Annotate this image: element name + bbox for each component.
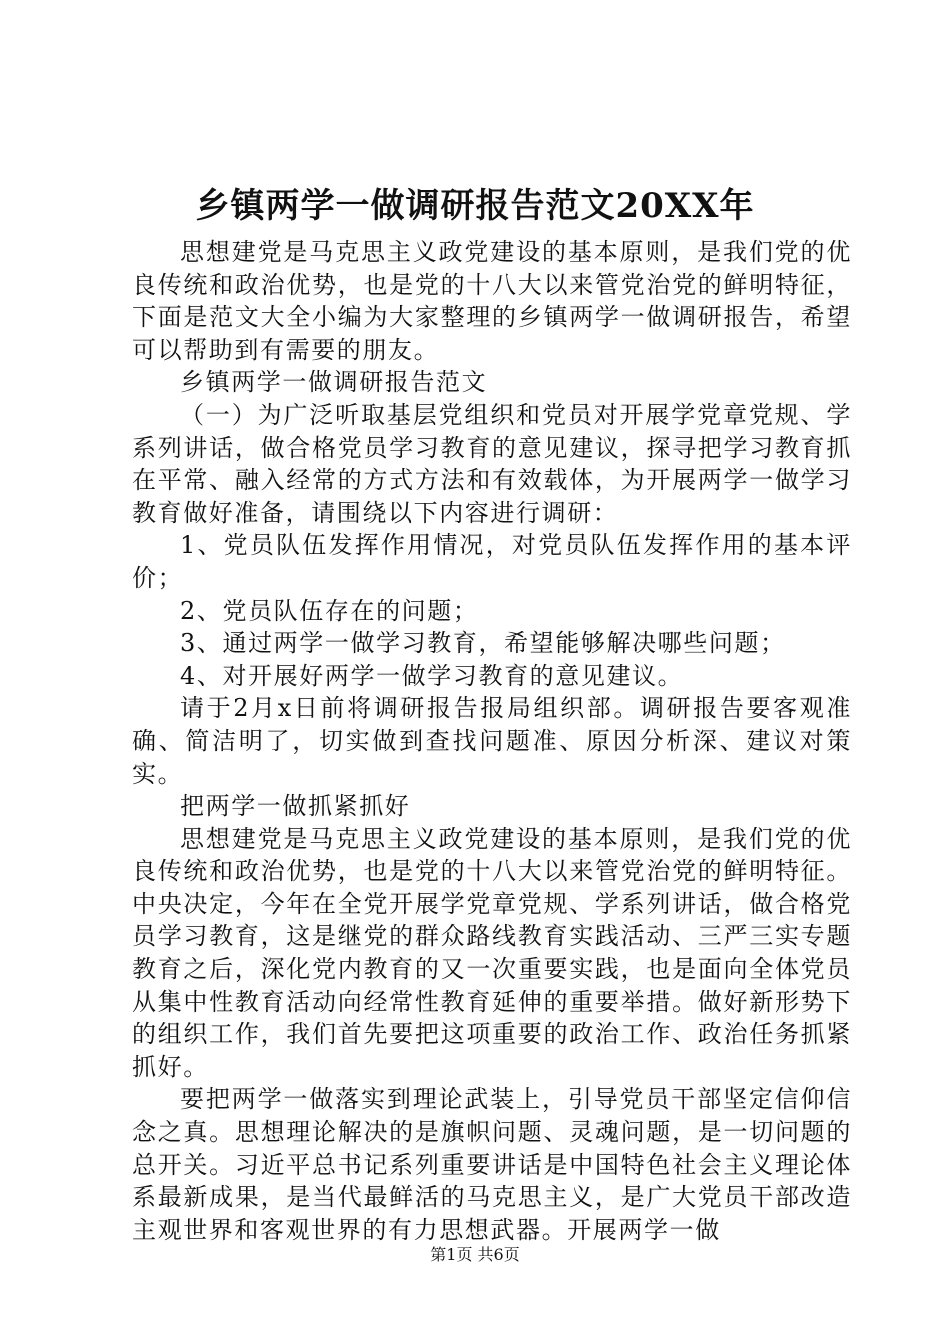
paragraph-deadline: 请于2月x日前将调研报告报局组织部。调研报告要客观准确、简洁明了，切实做到查找问题准、原因分析深、建议对策实。 — [132, 694, 852, 788]
paragraph-intro: 思想建党是马克思主义政党建设的基本原则，是我们党的优良传统和政治优势，也是党的十八大以来管党治党的鲜明特征，下面是范文大全小编为大家整理的乡镇两学一做调研报告，希望可以帮助到有需要的朋友。 — [132, 238, 852, 364]
paragraph-section-one: （一）为广泛听取基层党组织和党员对开展学党章党规、学系列讲话，做合格党员学习教育的意见建议，探寻把学习教育抓在平常、融入经常的方式方法和有效载体，为开展两学一做学习教育做好准备，请围绕以下内容进行调研： — [132, 400, 852, 527]
document-body — [132, 236, 852, 1246]
paragraph-item-4: 4、对开展好两学一做学习教育的意见建议。 — [180, 661, 684, 690]
paragraph-item-2: 2、党员队伍存在的问题； — [180, 596, 479, 625]
paragraph-item-3: 3、通过两学一做学习教育，希望能够解决哪些问题； — [180, 629, 786, 658]
paragraph-heading-grasp: 把两学一做抓紧抓好 — [180, 792, 411, 821]
document-title: 乡镇两学一做调研报告范文20XX年 — [195, 186, 755, 226]
paragraph-item-1: 1、党员队伍发挥作用情况，对党员队伍发挥作用的基本评价； — [132, 531, 852, 592]
paragraph-theory: 要把两学一做落实到理论武装上，引导党员干部坚定信仰信念之真。思想理论解决的是旗帜问题、灵魂问题，是一切问题的总开关。习近平总书记系列重要讲话是中国特色社会主义理论体系最新成果，是当代最鲜活的马克思主义，是广大党员干部改造主观世界和客观世界的有力思想武器。开展两学一做 — [132, 1085, 852, 1244]
paragraph-background: 思想建党是马克思主义政党建设的基本原则，是我们党的优良传统和政治优势，也是党的十八大以来管党治党的鲜明特征。中央决定，今年在全党开展学党章党规、学系列讲话，做合格党员学习教育，这是继党的群众路线教育实践活动、三严三实专题教育之后，深化党内教育的又一次重要实践，也是面向全体党员从集中性教育活动向经常性教育延伸的重要举措。做好新形势下的组织工作，我们首先要把这项重要的政治工作、政治任务抓紧抓好。 — [132, 824, 852, 1081]
paragraph-heading-sample: 乡镇两学一做调研报告范文 — [180, 368, 488, 397]
page-number-footer: 第1页 共6页 — [430, 1245, 520, 1264]
